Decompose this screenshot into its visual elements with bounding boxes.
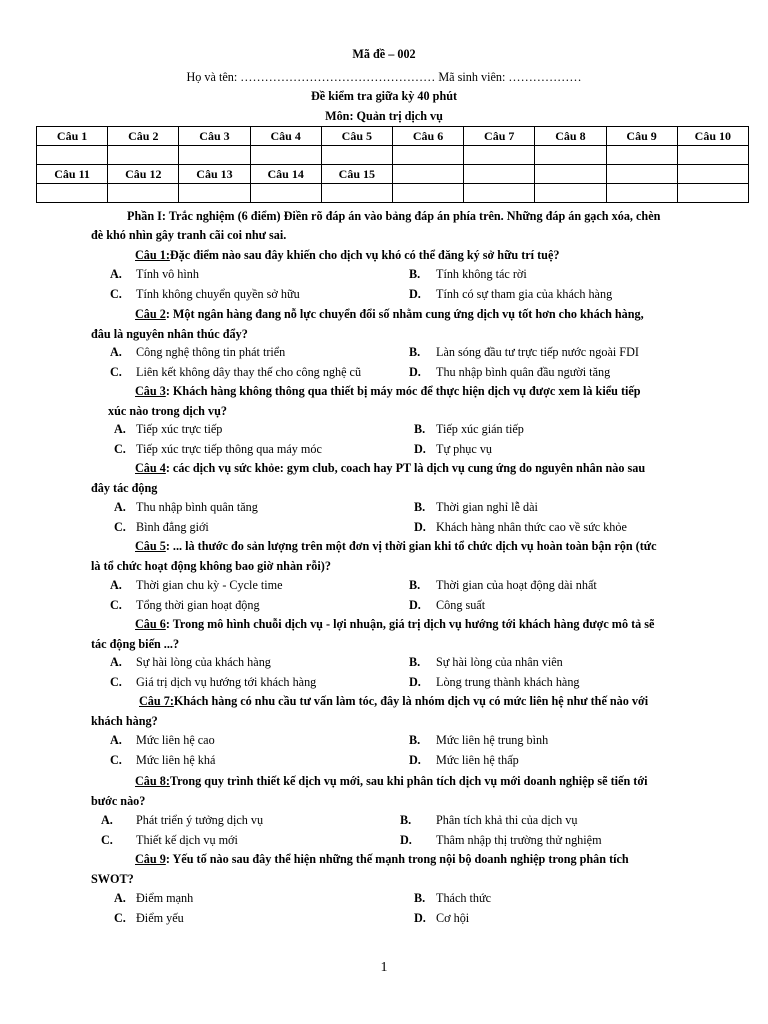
instructions-line-1: Phần I: Trắc nghiệm (6 điểm) Điền rõ đáp án vào bảng đáp án phía trên. Những đáp án gạch xóa, chèn	[127, 209, 661, 223]
option-d-text: Tính có sự tham gia của khách hàng	[436, 286, 613, 301]
answer-table-header: Câu 4	[250, 127, 321, 146]
answer-table-header: Câu 13	[179, 165, 250, 184]
question-9-line-1	[135, 852, 629, 867]
answer-cell[interactable]	[250, 146, 321, 165]
answer-cell[interactable]	[606, 184, 677, 203]
option-b-text: Thời gian nghỉ lễ dài	[436, 500, 538, 514]
option-a-text: Điểm mạnh	[136, 891, 194, 905]
answer-table-header-row-2	[37, 165, 749, 184]
option-b-text: Làn sóng đầu tư trực tiếp nước ngoài FDI	[436, 345, 639, 359]
answer-cell[interactable]	[535, 146, 606, 165]
question-text: Đặc điểm nào sau đây khiến cho dịch vụ khó có thể đăng ký sở hữu trí tuệ?	[169, 248, 560, 262]
question-label: Câu 5	[135, 539, 166, 553]
question-label: Câu 2	[135, 307, 166, 321]
option-b-text: Phân tích khả thi của dịch vụ	[436, 813, 578, 827]
option-letter-c: C.	[110, 364, 122, 379]
question-6-line-1	[135, 617, 654, 632]
question-2-line-1	[135, 307, 644, 322]
option-d-text: Lòng trung thành khách hàng	[436, 674, 580, 689]
option-c-text: Tiếp xúc trực tiếp thông qua máy móc	[136, 441, 322, 456]
answer-cell[interactable]	[535, 184, 606, 203]
option-d-text: Khách hàng nhân thức cao về sức khỏe	[436, 519, 627, 534]
answer-table-header: Câu 15	[321, 165, 392, 184]
option-d-text: Cơ hội	[436, 910, 470, 925]
answer-cell[interactable]	[37, 146, 108, 165]
option-letter-c: C.	[114, 441, 126, 456]
subject-line: Môn: Quản trị dịch vụ	[325, 109, 443, 123]
option-letter-d: D.	[409, 752, 421, 767]
answer-cell[interactable]	[392, 184, 463, 203]
option-letter-d: D.	[409, 364, 421, 379]
answer-table-header: Câu 6	[392, 127, 463, 146]
option-letter-b: B.	[409, 578, 421, 592]
question-4-line-1	[135, 461, 645, 476]
option-a-text: Công nghệ thông tin phát triển	[136, 345, 286, 359]
option-letter-a: A.	[114, 891, 126, 905]
option-letter-c: C.	[110, 674, 122, 689]
option-d-text: Thâm nhập thị trường thử nghiệm	[436, 832, 602, 847]
option-b-text: Tiếp xúc gián tiếp	[436, 422, 524, 436]
question-3-line-1	[135, 384, 641, 399]
option-c-text: Tính không chuyển quyền sở hữu	[136, 286, 300, 301]
answer-table-header	[606, 165, 677, 184]
option-letter-b: B.	[409, 345, 421, 359]
question-label: Câu 9	[135, 852, 166, 866]
question-6-line-2: tác động biến ...?	[91, 636, 180, 651]
question-2-line-2: đâu là nguyên nhân thúc đẩy?	[91, 326, 248, 341]
option-a-text: Tiếp xúc trực tiếp	[136, 422, 223, 436]
option-d-text: Thu nhập bình quân đầu người tăng	[436, 364, 611, 379]
answer-table-header: Câu 14	[250, 165, 321, 184]
option-letter-a: A.	[110, 267, 122, 281]
answer-cell[interactable]	[108, 184, 179, 203]
option-d-text: Mức liên hệ thấp	[436, 752, 519, 767]
option-c-text: Điểm yếu	[136, 910, 184, 925]
answer-table-blank-row-1	[37, 146, 749, 165]
option-c-text: Bình đẳng giới	[136, 519, 209, 534]
option-b-text: Mức liên hệ trung bình	[436, 733, 549, 747]
option-letter-b: B.	[409, 733, 421, 747]
option-letter-c: C.	[101, 832, 113, 847]
option-letter-d: D.	[409, 674, 421, 689]
option-letter-d: D.	[414, 519, 426, 534]
question-7-line-2: khách hàng?	[91, 713, 158, 728]
answer-table-blank-row-2	[37, 184, 749, 203]
answer-cell[interactable]	[321, 146, 392, 165]
option-letter-d: D.	[414, 910, 426, 925]
answer-cell[interactable]	[37, 184, 108, 203]
option-letter-d: D.	[400, 832, 412, 847]
option-letter-b: B.	[414, 891, 426, 905]
question-text: Trong quy trình thiết kế dịch vụ mới, sau khi phân tích dịch vụ mới doanh nghiệp sẽ tiến tới	[169, 774, 648, 788]
option-b-text: Sự hài lòng của nhân viên	[436, 655, 563, 669]
answer-table-header-row-1	[37, 127, 749, 146]
option-letter-a: A.	[110, 345, 122, 359]
question-text: : các dịch vụ sức khỏe: gym club, coach hay PT là dịch vụ cung ứng do nguyên nhân nào sau	[165, 461, 646, 475]
answer-table-header	[464, 165, 535, 184]
option-letter-a: A.	[114, 500, 126, 514]
option-letter-b: B.	[409, 267, 421, 281]
student-info-line: Họ và tên: ………………………………………… Mã sinh viên: ………………	[186, 70, 582, 84]
answer-table	[36, 126, 749, 203]
question-text: : Khách hàng không thông qua thiết bị máy móc để thực hiện dịch vụ được xem là kiểu tiếp	[165, 384, 641, 398]
question-1-line-1	[135, 248, 559, 263]
answer-cell[interactable]	[464, 146, 535, 165]
question-label: Câu 3	[135, 384, 166, 398]
question-text: Khách hàng có nhu cầu tư vấn làm tóc, đây là nhóm dịch vụ có mức liên hệ như thế nào với	[173, 694, 649, 708]
option-letter-a: A.	[101, 813, 113, 827]
answer-table-header: Câu 10	[677, 127, 748, 146]
exam-code: Mã đề – 002	[352, 47, 416, 61]
option-letter-a: A.	[110, 578, 122, 592]
answer-cell[interactable]	[677, 184, 748, 203]
option-letter-c: C.	[114, 910, 126, 925]
option-a-text: Tính vô hình	[136, 267, 199, 281]
answer-cell[interactable]	[179, 146, 250, 165]
question-8-line-2: bước nào?	[91, 793, 146, 808]
answer-table-header: Câu 11	[37, 165, 108, 184]
instructions-line-2: đè khó nhìn gây tranh cãi coi như sai.	[91, 228, 287, 242]
answer-table-header	[677, 165, 748, 184]
option-c-text: Giá trị dịch vụ hướng tới khách hàng	[136, 674, 317, 689]
option-letter-b: B.	[409, 655, 421, 669]
answer-table-header: Câu 3	[179, 127, 250, 146]
question-label: Câu 4	[135, 461, 166, 475]
answer-cell[interactable]	[321, 184, 392, 203]
exam-title: Đề kiểm tra giữa kỳ 40 phút	[310, 89, 458, 103]
answer-table-header	[535, 165, 606, 184]
question-7-line-1	[139, 694, 648, 709]
page-number: 1	[380, 960, 388, 975]
option-letter-a: A.	[110, 655, 122, 669]
answer-cell[interactable]	[179, 184, 250, 203]
option-letter-a: A.	[114, 422, 126, 436]
answer-cell[interactable]	[250, 184, 321, 203]
option-letter-b: B.	[414, 500, 426, 514]
question-text: : ... là thước đo sản lượng trên một đơn vị thời gian khi tổ chức dịch vụ hoàn toàn bận rộn (tức	[165, 539, 657, 553]
answer-table-header: Câu 12	[108, 165, 179, 184]
option-c-text: Liên kết không dây thay thế cho công nghệ cũ	[136, 364, 362, 379]
option-c-text: Mức liên hệ khá	[136, 752, 216, 767]
answer-table-header: Câu 8	[535, 127, 606, 146]
question-4-line-2: đây tác động	[91, 480, 158, 495]
option-a-text: Thời gian chu kỳ - Cycle time	[136, 578, 283, 592]
option-b-text: Thách thức	[436, 891, 491, 905]
answer-table-header: Câu 1	[37, 127, 108, 146]
option-letter-d: D.	[409, 597, 421, 612]
option-letter-c: C.	[110, 286, 122, 301]
option-letter-d: D.	[409, 286, 421, 301]
question-8-line-1	[135, 774, 648, 789]
question-text: : Yếu tố nào sau đây thể hiện những thế mạnh trong nội bộ doanh nghiệp trong phân tích	[165, 852, 629, 866]
option-b-text: Tính không tác rời	[436, 267, 527, 281]
answer-cell[interactable]	[108, 146, 179, 165]
question-label: Câu 7:	[139, 694, 174, 708]
question-9-line-2: SWOT?	[91, 871, 134, 886]
option-letter-b: B.	[414, 422, 426, 436]
answer-table-header: Câu 9	[606, 127, 677, 146]
question-label: Câu 8:	[135, 774, 170, 788]
question-3-line-2: xúc nào trong dịch vụ?	[108, 403, 227, 418]
option-a-text: Sự hài lòng của khách hàng	[136, 655, 271, 669]
question-text: : Một ngân hàng đang nỗ lực chuyển đổi số nhằm cung ứng dịch vụ tốt hơn cho khách hàng,	[165, 307, 644, 321]
question-5-line-1	[135, 539, 657, 554]
answer-cell[interactable]	[464, 184, 535, 203]
option-a-text: Thu nhập bình quân tăng	[136, 500, 258, 514]
option-letter-c: C.	[110, 597, 122, 612]
option-a-text: Mức liên hệ cao	[136, 733, 215, 747]
option-b-text: Thời gian của hoạt động dài nhất	[436, 578, 597, 592]
option-letter-c: C.	[114, 519, 126, 534]
option-letter-c: C.	[110, 752, 122, 767]
answer-cell[interactable]	[606, 146, 677, 165]
question-label: Câu 6	[135, 617, 166, 631]
question-text: : Trong mô hình chuỗi dịch vụ - lợi nhuận, giá trị dịch vụ hướng tới khách hàng được mô tả sẽ	[165, 617, 655, 631]
option-letter-d: D.	[414, 441, 426, 456]
option-c-text: Tổng thời gian hoạt động	[136, 597, 260, 612]
option-letter-b: B.	[400, 813, 412, 827]
answer-table-header: Câu 5	[321, 127, 392, 146]
answer-cell[interactable]	[392, 146, 463, 165]
answer-cell[interactable]	[677, 146, 748, 165]
option-d-text: Tự phục vụ	[436, 441, 493, 456]
answer-table-header: Câu 2	[108, 127, 179, 146]
answer-table-header	[392, 165, 463, 184]
option-c-text: Thiết kế dịch vụ mới	[136, 832, 238, 847]
question-5-line-2: là tổ chức hoạt động không bao giờ nhàn rỗi)?	[91, 558, 331, 573]
answer-table-header: Câu 7	[464, 127, 535, 146]
option-a-text: Phát triển ý tưởng dịch vụ	[136, 813, 264, 827]
option-letter-a: A.	[110, 733, 122, 747]
option-d-text: Công suất	[436, 597, 486, 612]
question-label: Câu 1:	[135, 248, 170, 262]
